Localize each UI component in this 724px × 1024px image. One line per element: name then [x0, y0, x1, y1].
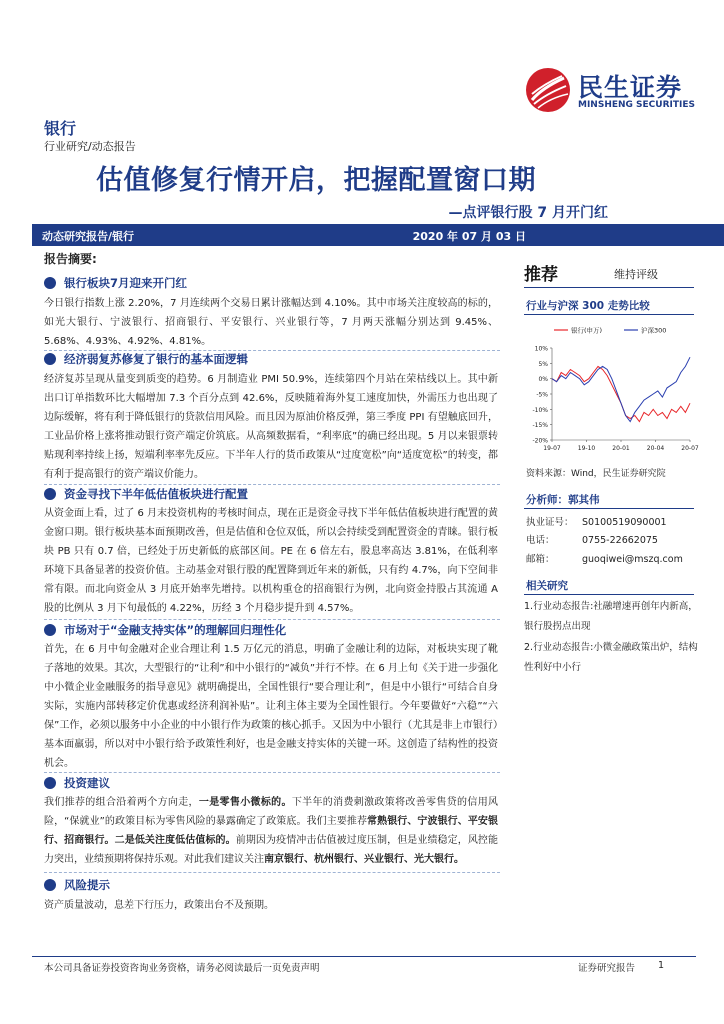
divider — [44, 619, 500, 620]
performance-chart — [524, 322, 699, 460]
analyst-email[interactable]: 邮箱： guoqiwei@mszq.com — [526, 554, 683, 565]
series-line-csi300 — [552, 357, 690, 421]
analyst-heading: 分析师：郭其伟 — [526, 494, 600, 506]
section-body: 首先，在 6 月中旬金融对企业合理让利 1.5 万亿元的消息，明确了金融让利的边际，对板块实现了靴子落地的效果。其次，大型银行的“让利”和中小银行的“减负”并行不悖。在 6 月上旬《关于进一步强化中小微企业金融服务的指导意见》就明确提出，全国性银行“要合理让利”，但是中小银行“可结合自身实际，实施内部转移定价优惠或经济利润补贴”。让利主体主要为全国性银行。今年要做好“六稳”“六保”工作，必须以服务中小企业的中小银行作为政策的核心抓手。又因为中小银行（尤其是非上市银行）基本面羸弱，所以对中小银行给予政策性利好，也是金融支持实体的关键一环。这创造了结构性的投资机会。 — [44, 644, 498, 769]
bullet-icon — [44, 624, 56, 636]
y-tick-label: 10% — [534, 345, 548, 353]
report-title: 估值修复行情开启，把握配置窗口期 — [96, 165, 536, 196]
footer-label: 证券研究报告 — [578, 963, 636, 974]
series-line-bank — [552, 366, 690, 421]
legend-label: 银行(申万) — [571, 326, 603, 335]
rating-box — [524, 258, 694, 288]
section-heading: 市场对于“金融支持实体”的理解回归理性化 — [44, 622, 286, 638]
x-tick-label: 20-04 — [646, 445, 665, 452]
y-tick-label: 5% — [538, 360, 548, 368]
section-heading: 经济弱复苏修复了银行的基本面逻辑 — [44, 351, 248, 367]
divider — [44, 484, 500, 485]
divider — [524, 594, 694, 595]
minsheng-logo-icon — [524, 66, 572, 114]
related-item[interactable]: 2.行业动态报告:小微金融政策出炉，结构性利好中小行 — [524, 642, 698, 673]
band-category: 动态研究报告/银行 — [42, 230, 135, 243]
bullet-icon — [44, 488, 56, 500]
analyst-phone: 电话： 0755-22662075 — [526, 535, 658, 546]
chart-svg — [524, 322, 699, 460]
divider — [524, 314, 694, 315]
x-tick-label: 20-07 — [681, 445, 699, 452]
x-tick-label: 19-10 — [577, 445, 596, 452]
section-heading: 资金寻找下半年低估值板块进行配置 — [44, 486, 248, 502]
chart-source: 资料来源：Wind，民生证券研究院 — [526, 469, 666, 479]
footer-disclaimer: 本公司具备证券投资咨询业务资格，请务必阅读最后一页免责声明 — [44, 963, 320, 974]
related-heading: 相关研究 — [526, 580, 568, 592]
y-tick-label: 0% — [538, 376, 548, 384]
divider — [524, 508, 694, 509]
analyst-license: 执业证号： S0100519090001 — [526, 517, 667, 528]
legend-label: 沪深300 — [641, 326, 667, 335]
section-body: 从资金面上看，过了 6 月末投资机构的考核时间点，现在正是资金寻找下半年低估值板块进行配置的黄金窗口期。银行板块基本面预期改善，但是估值和仓位双低，所以会持续受到配置资金的青睐。银行板块 PB 只有 0.7 倍，已经处于历史新低的底部区间。PE 在 6 倍左右，股息率高达 3.81%，在低利率环境下具备显著的投资价值。主动基金对银行股的配置降到近年来的新低，只有约 4.7%，向下空间非常有限。而北向资金从 3 月底开始率先增持。以机构重仓的招商银行为例，北向资金持股占其流通 A 股的比例从 3 月下旬最低的 4.22%，历经 3 个月稳步提升到 4.57%。 — [44, 508, 498, 614]
report-type: 行业研究/动态报告 — [44, 140, 136, 153]
section-body: 今日银行指数上涨 2.20%，7 月连续两个交易日累计涨幅达到 4.10%。其中市场关注度较高的标的，如光大银行、宁波银行、招商银行、平安银行、兴业银行等，7 月两天涨幅分别达到 9.45%、5.68%、4.93%、4.92%、4.81%。 — [44, 298, 498, 347]
section-heading: 投资建议 — [44, 775, 110, 791]
section-heading: 风险提示 — [44, 877, 110, 893]
bullet-icon — [44, 777, 56, 789]
chart-heading: 行业与沪深 300 走势比较 — [526, 300, 650, 312]
x-tick-label: 19-07 — [543, 445, 561, 452]
rating-keep: 维持评级 — [614, 268, 658, 281]
bullet-icon — [44, 277, 56, 289]
section-heading: 银行板块7月迎来开门红 — [44, 275, 187, 291]
company-logo — [524, 64, 694, 120]
section-body-investment: 我们推荐的组合沿着两个方向走，一是零售小微标的。下半年的消费刺激政策将改善零售贷的信用风险，“保就业”的政策目标为零售风险的暴露确定了政策底。我们主要推荐常熟银行、宁波银行、平安银行、招商银行。二是低关注度低估值标的。前期因为疫情冲击估值被过度压制，但是业绩稳定，风控能力突出，业绩预期将保持乐观。对此我们建议关注南京银行、杭州银行、兴业银行、光大银行。 — [44, 797, 499, 865]
y-tick-label: -5% — [536, 391, 548, 399]
logo-name-en: MINSHENG SECURITIES — [578, 100, 695, 110]
bullet-icon — [44, 879, 56, 891]
footer-divider — [32, 956, 696, 957]
y-tick-label: -10% — [532, 406, 548, 414]
sector-label: 银行 — [44, 119, 77, 138]
page-number: 1 — [658, 960, 665, 971]
summary-heading: 报告摘要: — [44, 252, 97, 266]
rating-label: 推荐 — [524, 265, 558, 285]
report-date: 2020 年 07 月 03 日 — [412, 230, 526, 243]
y-tick-label: -15% — [532, 422, 548, 430]
bullet-icon — [44, 353, 56, 365]
section-body: 经济复苏呈现从量变到质变的趋势。6 月制造业 PMI 50.9%，连续第四个月站在荣枯线以上。其中新出口订单指数环比大幅增加 7.3 个百分点到 42.6%，反映随着海外复工速度加快，外需压力也出现了边际缓解，将有利于降低银行的贷款信用风险。而且因为原油价格反弹，第三季度 PPI 有望触底回升，工业品价格上涨将推动银行资产端定价筑底。从高频数据看，“利率底”的确已经出现。5 月以来银票转贴现利率持续上扬，短端利率率先反应。下半年人行的货币政策从“过度宽松”向“适度宽松”的转变，都有利于提高银行的资产端议价能力。 — [44, 374, 498, 480]
report-info-band — [32, 224, 724, 246]
report-subtitle: —点评银行股 7 月开门红 — [448, 205, 608, 221]
x-tick-label: 20-01 — [612, 445, 630, 452]
divider — [44, 872, 500, 873]
related-item[interactable]: 1.行业动态报告:社融增速再创年内新高，银行股拐点出现 — [524, 601, 698, 632]
divider — [44, 772, 500, 773]
section-body: 资产质量波动，息差下行压力，政策出台不及预期。 — [44, 900, 274, 911]
logo-name-cn: 民生证券 — [578, 73, 683, 102]
y-tick-label: -20% — [532, 437, 548, 445]
